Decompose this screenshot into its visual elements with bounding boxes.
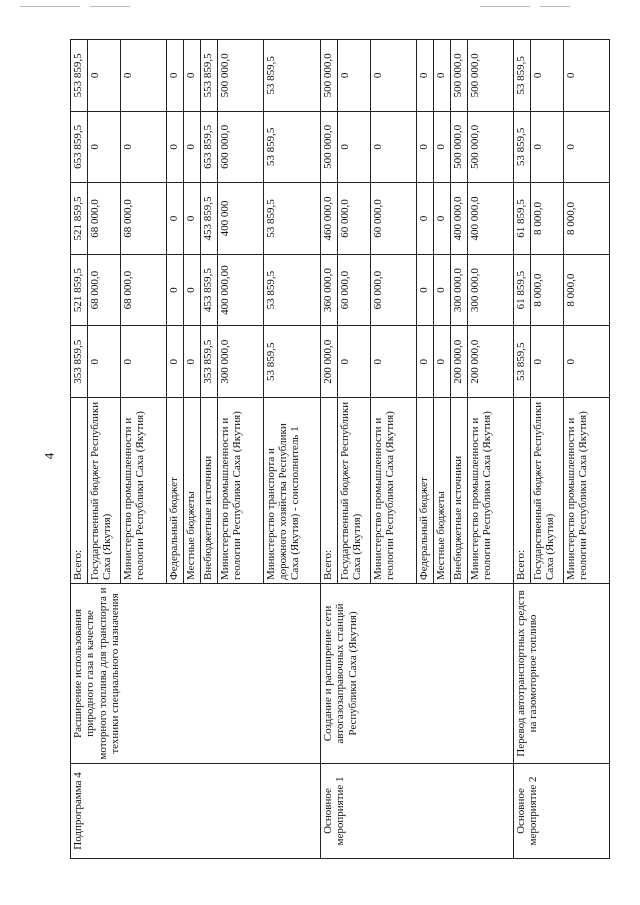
funding-source-cell: Министерство промышленности и геологии Республики Саха (Якутия) [467,398,513,584]
funding-source-cell: Всего: [513,398,530,584]
amount-cell: 200 000,0 [321,326,338,398]
amount-cell: 60 000,0 [370,183,416,255]
funding-source-cell: Министерство промышленности и геологии Республики Саха (Якутия) [370,398,416,584]
table-row [513,40,530,859]
amount-cell: 553 859,5 [71,40,88,112]
amount-cell: 0 [120,111,166,183]
funding-source-cell: Государственный бюджет Республики Саха (Якутия) [337,398,370,584]
amount-cell: 0 [433,183,450,255]
amount-cell: 0 [530,40,563,112]
amount-cell: 0 [183,40,200,112]
funding-table [70,39,610,859]
scan-header-marks [0,6,640,14]
funding-source-cell: Всего: [321,398,338,584]
amount-cell: 53 859,5 [513,111,530,183]
amount-cell: 53 859,5 [263,254,320,326]
amount-cell: 8 000,0 [563,254,609,326]
amount-cell: 8 000,0 [530,183,563,255]
amount-cell: 0 [530,111,563,183]
amount-cell: 53 859,5 [263,326,320,398]
amount-cell: 653 859,5 [200,111,217,183]
funding-source-cell: Всего: [71,398,88,584]
amount-cell: 0 [417,254,434,326]
amount-cell: 300 000,0 [217,326,263,398]
amount-cell: 360 000,0 [321,254,338,326]
page-number: 4 [41,452,57,460]
amount-cell: 68 000,0 [120,183,166,255]
subprogram-description: Расширение использования природного газа в качестве моторного топлива для транспорта и техники специального назначения [71,584,321,764]
amount-cell: 500 000,0 [217,40,263,112]
amount-cell: 500 000,0 [450,111,467,183]
amount-cell: 53 859,5 [263,183,320,255]
amount-cell: 8 000,0 [530,254,563,326]
amount-cell: 0 [167,326,184,398]
amount-cell: 500 000,0 [467,40,513,112]
table-row [71,40,88,859]
amount-cell: 68 000,0 [120,254,166,326]
funding-source-cell: Министерство промышленности и геологии Республики Саха (Якутия) [120,398,166,584]
amount-cell: 0 [417,40,434,112]
measure-2-description: Перевод автотранспортных средств на газомоторное топливо [513,584,609,764]
amount-cell: 53 859,5 [513,326,530,398]
amount-cell: 653 859,5 [71,111,88,183]
funding-source-cell: Местные бюджеты [183,398,200,584]
measure-1-description: Создание и расширение сети автогазозаправочных станций Республики Саха (Якутия) [321,584,514,764]
measure-1-label: Основное мероприятие 1 [321,764,514,859]
funding-source-cell: Внебюджетные источники [200,398,217,584]
amount-cell: 0 [337,326,370,398]
amount-cell: 60 000,0 [337,254,370,326]
amount-cell: 500 000,0 [321,111,338,183]
amount-cell: 0 [417,326,434,398]
amount-cell: 0 [370,326,416,398]
amount-cell: 553 859,5 [200,40,217,112]
amount-cell: 300 000,0 [467,254,513,326]
amount-cell: 53 859,5 [263,111,320,183]
amount-cell: 200 000,0 [467,326,513,398]
amount-cell: 0 [183,183,200,255]
amount-cell: 400 000,0 [467,183,513,255]
amount-cell: 600 000,0 [217,111,263,183]
amount-cell: 0 [417,111,434,183]
amount-cell: 0 [337,40,370,112]
amount-cell: 0 [87,326,120,398]
amount-cell: 0 [433,326,450,398]
amount-cell: 453 859,5 [200,254,217,326]
amount-cell: 0 [183,111,200,183]
amount-cell: 460 000,0 [321,183,338,255]
amount-cell: 500 000,0 [467,111,513,183]
funding-source-cell: Местные бюджеты [433,398,450,584]
amount-cell: 400 000,0 [450,183,467,255]
amount-cell: 0 [417,183,434,255]
amount-cell: 0 [167,40,184,112]
amount-cell: 0 [183,254,200,326]
funding-source-cell: Внебюджетные источники [450,398,467,584]
funding-source-cell: Государственный бюджет Республики Саха (Якутия) [530,398,563,584]
amount-cell: 0 [433,111,450,183]
amount-cell: 500 000,0 [321,40,338,112]
amount-cell: 0 [120,326,166,398]
subprogram-label: Подпрограмма 4 [71,764,321,859]
amount-cell: 0 [433,40,450,112]
measure-2-label: Основное мероприятие 2 [513,764,609,859]
amount-cell: 0 [167,111,184,183]
amount-cell: 61 859,5 [513,254,530,326]
amount-cell: 0 [370,40,416,112]
amount-cell: 61 859,5 [513,183,530,255]
amount-cell: 453 859,5 [200,183,217,255]
amount-cell: 68 000,0 [87,183,120,255]
amount-cell: 200 000,0 [450,326,467,398]
amount-cell: 60 000,0 [370,254,416,326]
amount-cell: 0 [87,40,120,112]
amount-cell: 0 [530,326,563,398]
amount-cell: 60 000,0 [337,183,370,255]
amount-cell: 0 [167,183,184,255]
amount-cell: 0 [167,254,184,326]
amount-cell: 400 000,00 [217,254,263,326]
funding-source-cell: Министерство транспорта и дорожного хозяйства Республики Саха (Якутия) - соисполнитель 1 [263,398,320,584]
amount-cell: 521 859,5 [71,254,88,326]
rotated-table-container [70,40,610,859]
table-row [321,40,338,859]
amount-cell: 521 859,5 [71,183,88,255]
amount-cell: 0 [563,111,609,183]
amount-cell: 0 [563,326,609,398]
amount-cell: 300 000,0 [450,254,467,326]
amount-cell: 400 000 [217,183,263,255]
amount-cell: 0 [433,254,450,326]
amount-cell: 0 [563,40,609,112]
amount-cell: 353 859,5 [200,326,217,398]
amount-cell: 0 [120,40,166,112]
amount-cell: 0 [337,111,370,183]
funding-source-cell: Федеральный бюджет [417,398,434,584]
funding-source-cell: Министерство промышленности и геологии Республики Саха (Якутия) [217,398,263,584]
amount-cell: 0 [183,326,200,398]
amount-cell: 0 [370,111,416,183]
amount-cell: 53 859,5 [263,40,320,112]
amount-cell: 500 000,0 [450,40,467,112]
amount-cell: 8 000,0 [563,183,609,255]
funding-source-cell: Федеральный бюджет [167,398,184,584]
amount-cell: 0 [87,111,120,183]
funding-source-cell: Министерство промышленности и геологии Республики Саха (Якутия) [563,398,609,584]
funding-source-cell: Государственный бюджет Республики Саха (Якутия) [87,398,120,584]
amount-cell: 353 859,5 [71,326,88,398]
amount-cell: 68 000,0 [87,254,120,326]
amount-cell: 53 859,5 [513,40,530,112]
